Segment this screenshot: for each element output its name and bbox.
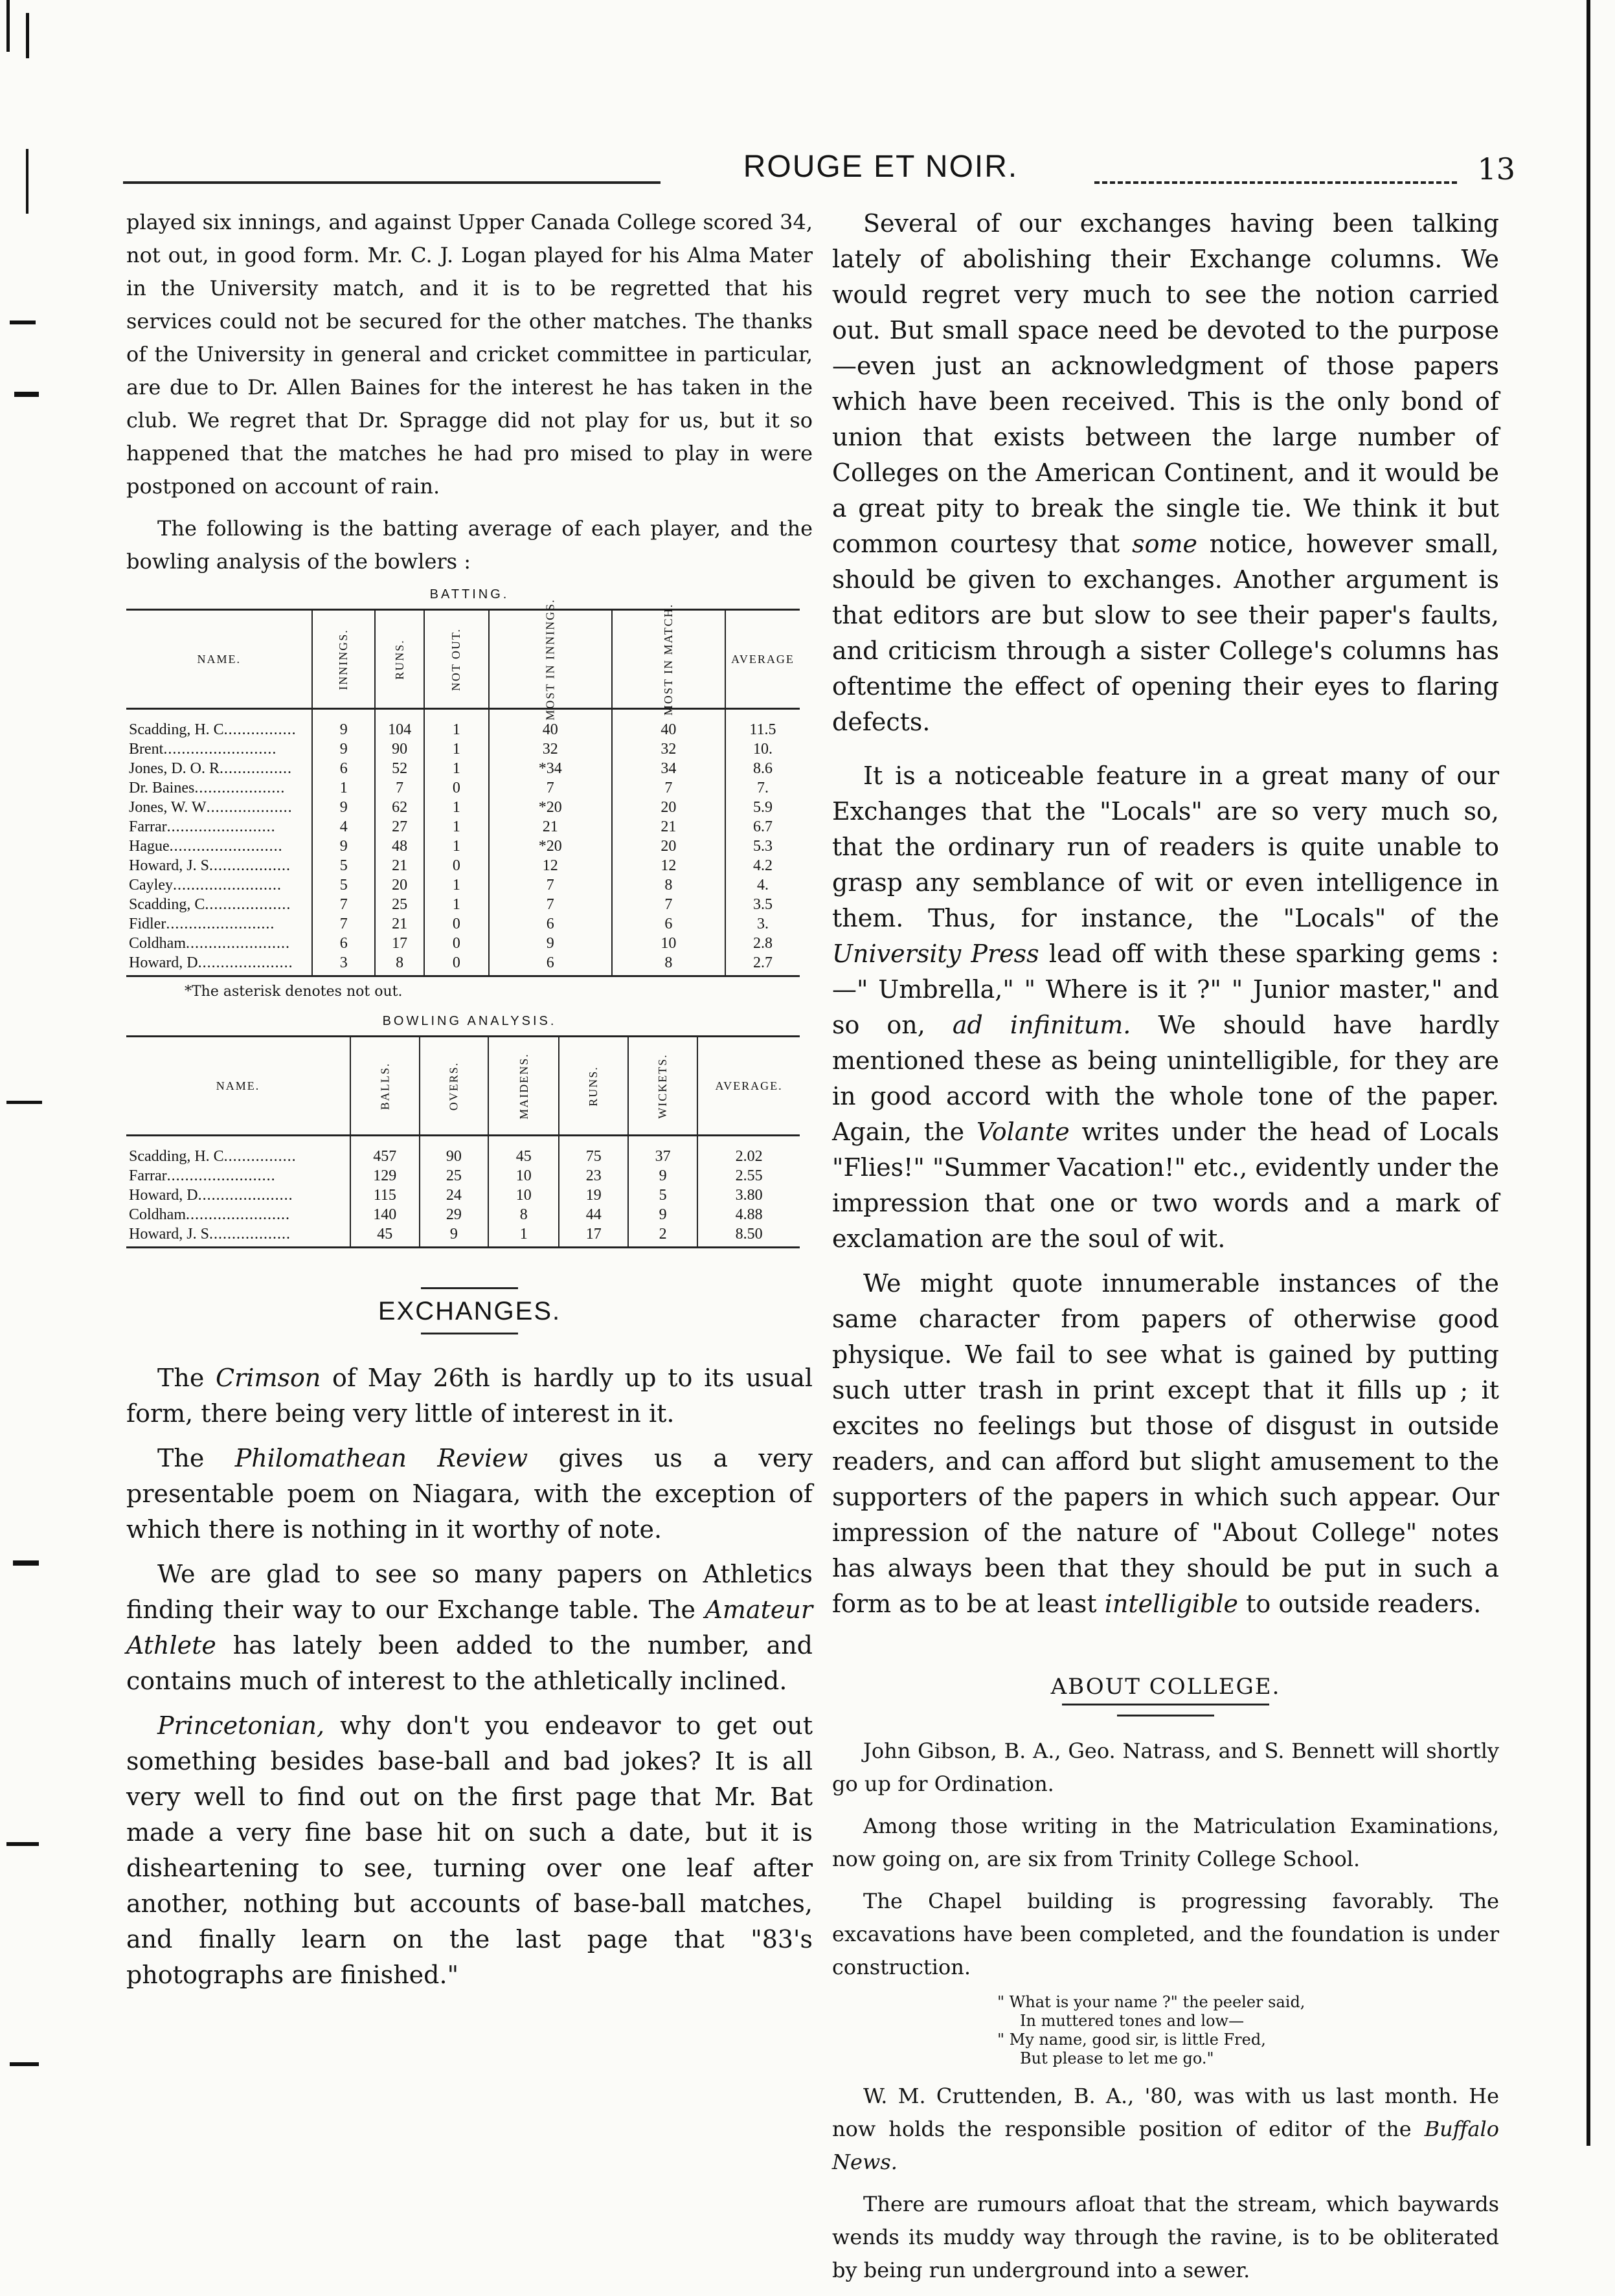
stat-cell: 29 [420, 1205, 489, 1224]
stat-cell: 10 [612, 934, 725, 953]
cricket-paragraph: played six innings, and against Upper Canada College scored 34, not out, in good form. Mr. C. J. Logan played for his Alma Mater in the University match, and it is to be regretted that his services could not be secured for the other matches. The thanks of the University in general and cricket committee in particular, are due to Dr. Allen Baines for the interest he has taken in the club. We regret that Dr. Spragge did not play for us, but it so happened that the matches he had pro mised to play in were postponed on account of rain. [126, 210, 813, 499]
scan-mark [13, 1560, 39, 1566]
stat-cell: 25 [375, 895, 424, 914]
batting-table [126, 598, 800, 977]
stat-cell: 32 [612, 739, 725, 759]
stat-cell: 21 [612, 817, 725, 837]
verse-line: But please to let me go." [1020, 2049, 1214, 2067]
player-name: Howard, J. S.................. [126, 1224, 350, 1248]
stat-cell: 7 [489, 875, 612, 895]
page-header [123, 144, 1515, 189]
stat-cell: 9 [628, 1166, 697, 1186]
stat-cell: 7 [489, 778, 612, 798]
col-header: NAME. [126, 1037, 350, 1136]
section-rule [421, 1287, 518, 1289]
col-header: MAIDENS. [488, 1037, 559, 1136]
stat-cell: 7 [612, 895, 725, 914]
stat-cell: 5 [312, 856, 375, 875]
player-name: Brent......................... [129, 741, 277, 758]
verse [832, 1993, 1499, 2068]
col-header: INNINGS. [312, 610, 375, 709]
header-rule [123, 181, 661, 184]
exchanges-heading: EXCHANGES. [378, 1297, 561, 1325]
stat-cell: 17 [375, 934, 424, 953]
stat-cell: 90 [375, 739, 424, 759]
stat-cell: 9 [312, 798, 375, 817]
stat-cell: 52 [375, 759, 424, 778]
col-header: RUNS. [559, 1037, 628, 1136]
batting-row [126, 856, 800, 875]
stat-cell: 104 [375, 709, 424, 740]
bowling-row [126, 1136, 800, 1167]
stat-cell: 129 [350, 1166, 420, 1186]
about-college-heading: ABOUT COLLEGE. [1050, 1674, 1281, 1700]
stat-cell: 44 [559, 1205, 628, 1224]
batting-row [126, 914, 800, 934]
stat-cell: 12 [489, 856, 612, 875]
bowling-row [126, 1224, 800, 1248]
emphasis: some [1132, 530, 1197, 558]
stat-cell: 48 [375, 837, 424, 856]
stat-cell: 45 [350, 1224, 420, 1248]
stat-cell: 10 [488, 1186, 559, 1205]
stat-cell: *20 [489, 837, 612, 856]
col-header: NAME. [126, 610, 312, 709]
stat-cell: 6 [312, 934, 375, 953]
batting-row [126, 934, 800, 953]
bowling-row [126, 1205, 800, 1224]
stat-cell: 40 [612, 709, 725, 740]
stat-cell: 5.3 [725, 837, 800, 856]
stat-cell: 21 [375, 856, 424, 875]
stat-cell: 24 [420, 1186, 489, 1205]
batting-row [126, 837, 800, 856]
stat-cell: 8 [612, 875, 725, 895]
player-name: Howard, D..................... [129, 1187, 293, 1204]
publication-name: Volante [976, 1118, 1070, 1146]
stat-cell: 0 [424, 856, 488, 875]
stat-cell: 17 [559, 1224, 628, 1248]
publication-name: Crimson [216, 1364, 321, 1392]
stat-cell: 12 [612, 856, 725, 875]
stat-cell: 21 [375, 914, 424, 934]
scan-mark [6, 0, 10, 52]
player-name: Farrar........................ [129, 818, 276, 835]
batting-row [126, 953, 800, 976]
scan-mark [10, 321, 36, 324]
verse-line: " What is your name ?" the peeler said, [997, 1993, 1305, 2011]
publication-name: Philomathean Review [234, 1444, 528, 1472]
batting-row [126, 709, 800, 740]
batting-row [126, 739, 800, 759]
scan-mark [6, 1842, 39, 1846]
publication-name: Princetonian, [157, 1711, 325, 1740]
stat-cell: 1 [424, 739, 488, 759]
col-header: RUNS. [375, 610, 424, 709]
batting-row [126, 798, 800, 817]
publication-name: University Press [832, 940, 1039, 968]
stat-cell: 1 [424, 817, 488, 837]
player-name: Scadding, C................... [129, 896, 291, 913]
stat-cell: 1 [424, 798, 488, 817]
section-rule [1117, 1715, 1214, 1716]
left-column [126, 206, 813, 2002]
news-item: W. M. Cruttenden, B. A., '80, was with us last month. He now holds the responsible position of editor of the Buffalo News. [832, 2084, 1499, 2174]
player-name: Cayley........................ [129, 877, 282, 894]
stat-cell: 6 [489, 914, 612, 934]
batting-row [126, 759, 800, 778]
stat-cell: 9 [420, 1224, 489, 1248]
stat-cell: 6.7 [725, 817, 800, 837]
stat-cell: 21 [489, 817, 612, 837]
stat-cell: 4.2 [725, 856, 800, 875]
col-header: AVERAGE. [697, 1037, 800, 1136]
col-header: AVERAGE [725, 610, 800, 709]
stat-cell: 1 [424, 837, 488, 856]
exchange-paragraph: Several of our exchanges having been talking lately of abolishing their Exchange columns. We would regret very much to see the notion carried out. But small space need be devoted to the purpose—even just an acknowledgment of those papers which have been received. This is the only bond of union that exists between the large number of Colleges on the American Continent, and it would be a great pity to break the single tie. We think it but common courtesy that some notice, however small, should be given to exchanges. Another argument is that editors are but slow to see their paper's faults, and criticism through a sister College's columns has oftentime the effect of opening their eyes to flaring defects. [832, 209, 1499, 736]
exchange-paragraph: The Crimson of May 26th is hardly up to its usual form, there being very little of interest in it. [126, 1364, 813, 1428]
scan-mark [10, 2062, 39, 2066]
player-name: Jones, W. W................... [129, 799, 293, 816]
stat-cell: 27 [375, 817, 424, 837]
stat-cell: 5.9 [725, 798, 800, 817]
news-item: Among those writing in the Matriculation Examinations, now going on, are six from Trinity College School. [832, 1814, 1499, 1871]
publication-name: Buffalo News. [832, 2117, 1499, 2174]
section-rule [421, 1333, 518, 1334]
player-name: Dr. Baines.................... [129, 780, 286, 796]
batting-row [126, 817, 800, 837]
stat-cell: 8.50 [697, 1224, 800, 1248]
stat-cell: 32 [489, 739, 612, 759]
news-item: The Chapel building is progressing favorably. The excavations have been completed, and the foundation is under construction. [832, 1889, 1499, 1979]
player-name: Howard, D..................... [126, 953, 312, 976]
stat-cell: 9 [312, 739, 375, 759]
stat-cell: 2.02 [697, 1136, 800, 1167]
scan-mark [26, 13, 29, 58]
stat-cell: 1 [424, 759, 488, 778]
stat-cell: 5 [628, 1186, 697, 1205]
batting-footnote: *The asterisk denotes not out. [185, 984, 403, 1000]
emphasis: ad infinitum. [952, 1011, 1131, 1039]
batting-header-row [126, 610, 800, 709]
bowling-row [126, 1186, 800, 1205]
stat-cell: 7. [725, 778, 800, 798]
stat-cell: 19 [559, 1186, 628, 1205]
scan-mark [26, 149, 28, 214]
stat-cell: 6 [489, 953, 612, 976]
publication-name: Amateur Athlete [126, 1595, 813, 1660]
col-header: BALLS. [350, 1037, 420, 1136]
stat-cell: 1 [424, 875, 488, 895]
stat-cell: 10. [725, 739, 800, 759]
batting-caption: BATTING. [429, 587, 510, 602]
stat-cell: 7 [489, 895, 612, 914]
stat-cell: 37 [628, 1136, 697, 1167]
stat-cell: 23 [559, 1166, 628, 1186]
stat-cell: 1 [488, 1224, 559, 1248]
stat-cell: 7 [312, 914, 375, 934]
stat-cell: 90 [420, 1136, 489, 1167]
stat-cell: 1 [424, 709, 488, 740]
stat-cell: 8 [375, 953, 424, 976]
col-header: MOST IN MATCH. [612, 610, 725, 709]
player-name: Scadding, H. C................ [129, 721, 297, 738]
player-name: Howard, J. S.................. [129, 857, 291, 874]
stat-cell: 7 [312, 895, 375, 914]
col-header: NOT OUT. [424, 610, 488, 709]
col-header: WICKETS. [628, 1037, 697, 1136]
stat-cell: 34 [612, 759, 725, 778]
exchange-paragraph: The Philomathean Review gives us a very presentable poem on Niagara, with the exception of which there is nothing in it worthy of note. [126, 1444, 813, 1544]
section-rule [1062, 1704, 1269, 1705]
stat-cell: 3.5 [725, 895, 800, 914]
stat-cell: *20 [489, 798, 612, 817]
stat-cell: 2.7 [725, 953, 800, 976]
stat-cell: 11.5 [725, 709, 800, 740]
verse-line: In muttered tones and low— [1020, 2012, 1245, 2030]
bowling-header-row [126, 1037, 800, 1136]
col-header: MOST IN INNINGS. [489, 610, 612, 709]
page-number: 13 [1477, 152, 1515, 186]
news-item: There are rumours afloat that the stream, which baywards wends its muddy way through the ravine, is to be obliterated by being run underground into a sewer. [832, 2192, 1499, 2282]
stat-cell: 45 [488, 1136, 559, 1167]
stat-cell: 7 [375, 778, 424, 798]
stat-cell: 6 [312, 759, 375, 778]
stat-cell: 20 [375, 875, 424, 895]
col-header: OVERS. [420, 1037, 489, 1136]
stat-cell: 140 [350, 1205, 420, 1224]
stat-cell: 62 [375, 798, 424, 817]
stat-cell: 0 [424, 914, 488, 934]
stat-cell: 8 [612, 953, 725, 976]
stat-cell: *34 [489, 759, 612, 778]
exchange-paragraph: We are glad to see so many papers on Athletics finding their way to our Exchange table. The Amateur Athlete has lately been added to the number, and contains much of interest to the athletically inclined. [126, 1560, 813, 1695]
stat-cell: 75 [559, 1136, 628, 1167]
stat-cell: 5 [312, 875, 375, 895]
player-name: Fidler........................ [129, 916, 275, 932]
stat-cell: 20 [612, 837, 725, 856]
player-name: Scadding, H. C................ [129, 1148, 297, 1165]
stat-cell: 9 [489, 934, 612, 953]
stat-cell: 0 [424, 953, 488, 976]
stat-cell: 2 [628, 1224, 697, 1248]
scan-mark [6, 1101, 42, 1104]
stat-cell: 9 [312, 837, 375, 856]
stat-cell: 3. [725, 914, 800, 934]
exchange-paragraph: It is a noticeable feature in a great many of our Exchanges that the "Locals" are so very much so, that the ordinary run of readers is quite unable to grasp any semblance of wit or even intelligence in them. Thus, for instance, the "Locals" of the University Press lead off with these sparking gems :—" Umbrella," " Where is it ?" " Junior master," and so on, ad infinitum. We should have hardly mentioned these as being unintelligible, for they are in good accord with the whole tone of the paper. Again, the Volante writes under the head of Locals "Flies!" "Summer Vacation!" etc., evidently under the impression that one or two words and a mark of exclamation are the soul of wit. [832, 761, 1499, 1253]
batting-row [126, 895, 800, 914]
stat-cell: 0 [424, 778, 488, 798]
emphasis: intelligible [1104, 1590, 1239, 1618]
player-name: Jones, D. O. R................ [129, 760, 293, 777]
stat-cell: 9 [628, 1205, 697, 1224]
player-name: Coldham....................... [129, 1206, 290, 1223]
averages-intro: The following is the batting average of each player, and the bowling analysis of the bowlers : [126, 516, 813, 574]
header-rule [1094, 181, 1457, 184]
stat-cell: 25 [420, 1166, 489, 1186]
scan-mark [1587, 0, 1590, 2146]
stat-cell: 4.88 [697, 1205, 800, 1224]
stat-cell: 1 [312, 778, 375, 798]
bowling-row [126, 1166, 800, 1186]
publication-title: ROUGE ET NOIR. [743, 150, 1019, 184]
batting-row [126, 778, 800, 798]
stat-cell: 1 [424, 895, 488, 914]
stat-cell: 115 [350, 1186, 420, 1205]
stat-cell: 40 [489, 709, 612, 740]
scan-mark [14, 392, 39, 397]
player-name: Farrar........................ [129, 1167, 276, 1184]
player-name: Coldham....................... [129, 935, 290, 952]
bowling-caption: BOWLING ANALYSIS. [382, 1014, 557, 1028]
stat-cell: 457 [350, 1136, 420, 1167]
stat-cell: 4. [725, 875, 800, 895]
stat-cell: 7 [612, 778, 725, 798]
stat-cell: 8.6 [725, 759, 800, 778]
news-item: John Gibson, B. A., Geo. Natrass, and S. Bennett will shortly go up for Ordination. [832, 1739, 1499, 1796]
stat-cell: 0 [424, 934, 488, 953]
stat-cell: 4 [312, 817, 375, 837]
bowling-table [126, 1035, 800, 1248]
exchange-paragraph: We might quote innumerable instances of the same character from papers of otherwise good physique. We fail to see what is gained by putting such utter trash in print except that it fills up ; it excites no feelings but those of disgust in outside readers, and can afford but slight amusement to the supporters of the papers in which such appear. Our impression of the nature of "About College" notes has always been that they should be put in such a form as to be at least intelligible to outside readers. [832, 1269, 1499, 1618]
stat-cell: 2.8 [725, 934, 800, 953]
stat-cell: 20 [612, 798, 725, 817]
stat-cell: 9 [312, 709, 375, 740]
stat-cell: 8 [488, 1205, 559, 1224]
stat-cell: 2.55 [697, 1166, 800, 1186]
player-name: Hague......................... [129, 838, 283, 855]
stat-cell: 6 [612, 914, 725, 934]
verse-line: " My name, good sir, is little Fred, [997, 2031, 1266, 2049]
right-column [832, 206, 1499, 2296]
stat-cell: 10 [488, 1166, 559, 1186]
exchange-paragraph: Princetonian, why don't you endeavor to get out something besides base-ball and bad jokes? It is all very well to find out on the first page that Mr. Bat made a very fine base hit on such a date, but it is disheartening to see, turning over one leaf after another, nothing but accounts of base-ball matches, and finally learn on the last page that "83's photographs are finished." [126, 1711, 813, 1989]
stat-cell: 3.80 [697, 1186, 800, 1205]
stat-cell: 3 [312, 953, 375, 976]
batting-row [126, 875, 800, 895]
